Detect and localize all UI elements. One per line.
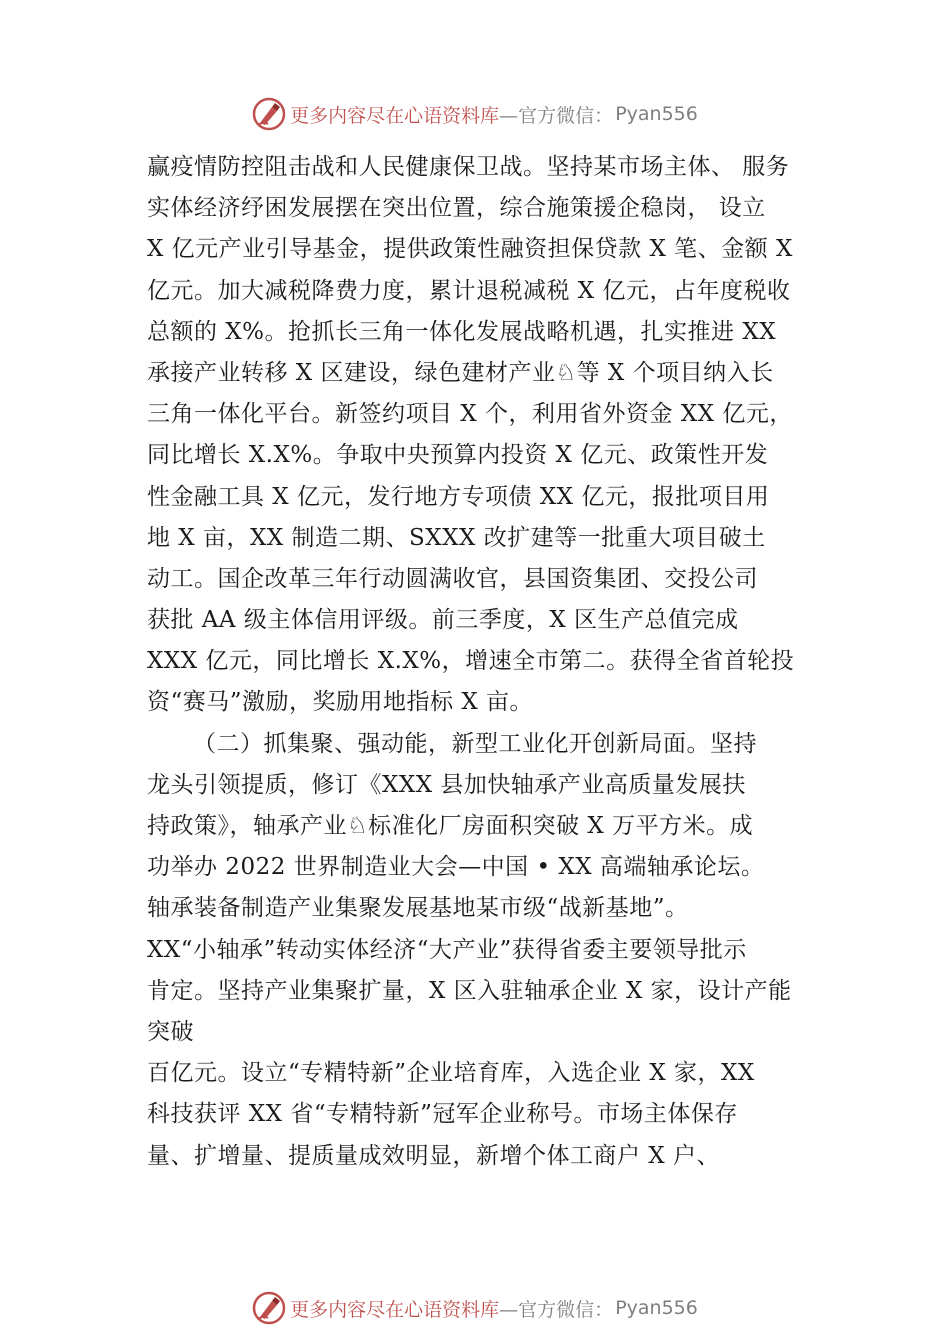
text-line: 轴承装备制造产业集聚发展基地某市级“战新基地”。 [147, 895, 689, 922]
text-line: 功举办 2022 世界制造业大会—中国 • XX 高端轴承论坛。 [147, 854, 765, 881]
banner-subtitle: —官方微信： [499, 1298, 614, 1321]
text-line: 赢疫情防控阻击战和人民健康保卫战。坚持某市场主体、 服务 [147, 154, 790, 180]
text-line: 龙头引领提质，修订《XXX 县加快轴承产业高质量发展扶 [147, 771, 746, 798]
text-line: 量、扩增量、提质量成效明显，新增个体工商户 X 户、 [147, 1142, 720, 1169]
text-line: 同比增长 X.X%。争取中央预算内投资 X 亿元、政策性开发 [147, 442, 769, 469]
text-line: 性金融工具 X 亿元，发行地方专项债 XX 亿元，报批项目用 [147, 483, 770, 510]
banner-title: 更多内容尽在心语资料库 [290, 1298, 500, 1321]
pen-seal-logo-icon [252, 1291, 286, 1325]
footer-banner [0, 1288, 950, 1328]
text-line: XX“小轴承”转动实体经济“大产业”获得省委主要领导批示 [147, 936, 747, 963]
text-line: 持政策》，轴承产业♘标准化厂房面积突破 X 万平方米。成 [147, 813, 754, 839]
text-line: 三角一体化平台。新签约项目 X 个，利用省外资金 XX 亿元， [147, 401, 793, 428]
text-line: 资“赛马”激励，奖励用地指标 X 亩。 [147, 689, 534, 716]
document-body [147, 147, 827, 1177]
text-line: 获批 AA 级主体信用评级。前三季度，X 区生产总值完成 [147, 607, 739, 634]
text-line: 承接产业转移 X 区建设，绿色建材产业♘等 X 个项目纳入长 [147, 359, 774, 386]
text-line: 突破 [147, 1018, 194, 1045]
text-line: 百亿元。设立“专精特新”企业培育库，入选企业 X 家，XX [147, 1060, 755, 1087]
text-line: 实体经济纾困发展摆在突出位置，综合施策援企稳岗， 设立 [147, 195, 766, 222]
banner-subtitle: —官方微信： [499, 104, 614, 127]
banner-wechat-id: Pyan556 [615, 103, 698, 125]
pen-seal-logo-icon [252, 97, 286, 131]
banner-title: 更多内容尽在心语资料库 [290, 104, 500, 127]
text-line: XXX 亿元，同比增长 X.X%，增速全市第二。获得全省首轮投 [147, 648, 795, 675]
text-line: 科技获评 XX 省“专精特新”冠军企业称号。市场主体保存 [147, 1101, 738, 1128]
text-line: 地 X 亩，XX 制造二期、SXXX 改扩建等一批重大项目破土 [147, 524, 766, 551]
section-heading-line: （二）抓集聚、强动能，新型工业化开创新局面。坚持 [193, 730, 757, 757]
text-line: 亿元。加大减税降费力度，累计退税减税 X 亿元，占年度税收 [147, 277, 791, 304]
header-banner [0, 94, 950, 134]
text-line: 动工。国企改革三年行动圆满收官，县国资集团、交投公司 [147, 565, 758, 592]
text-line: 肯定。坚持产业集聚扩量，X 区入驻轴承企业 X 家，设计产能 [147, 977, 792, 1004]
text-line: X 亿元产业引导基金，提供政策性融资担保贷款 X 笔、金额 X [147, 236, 793, 263]
banner-wechat-id: Pyan556 [615, 1297, 698, 1319]
text-line: 总额的 X%。抢抓长三角一体化发展战略机遇，扎实推进 XX [147, 318, 777, 345]
